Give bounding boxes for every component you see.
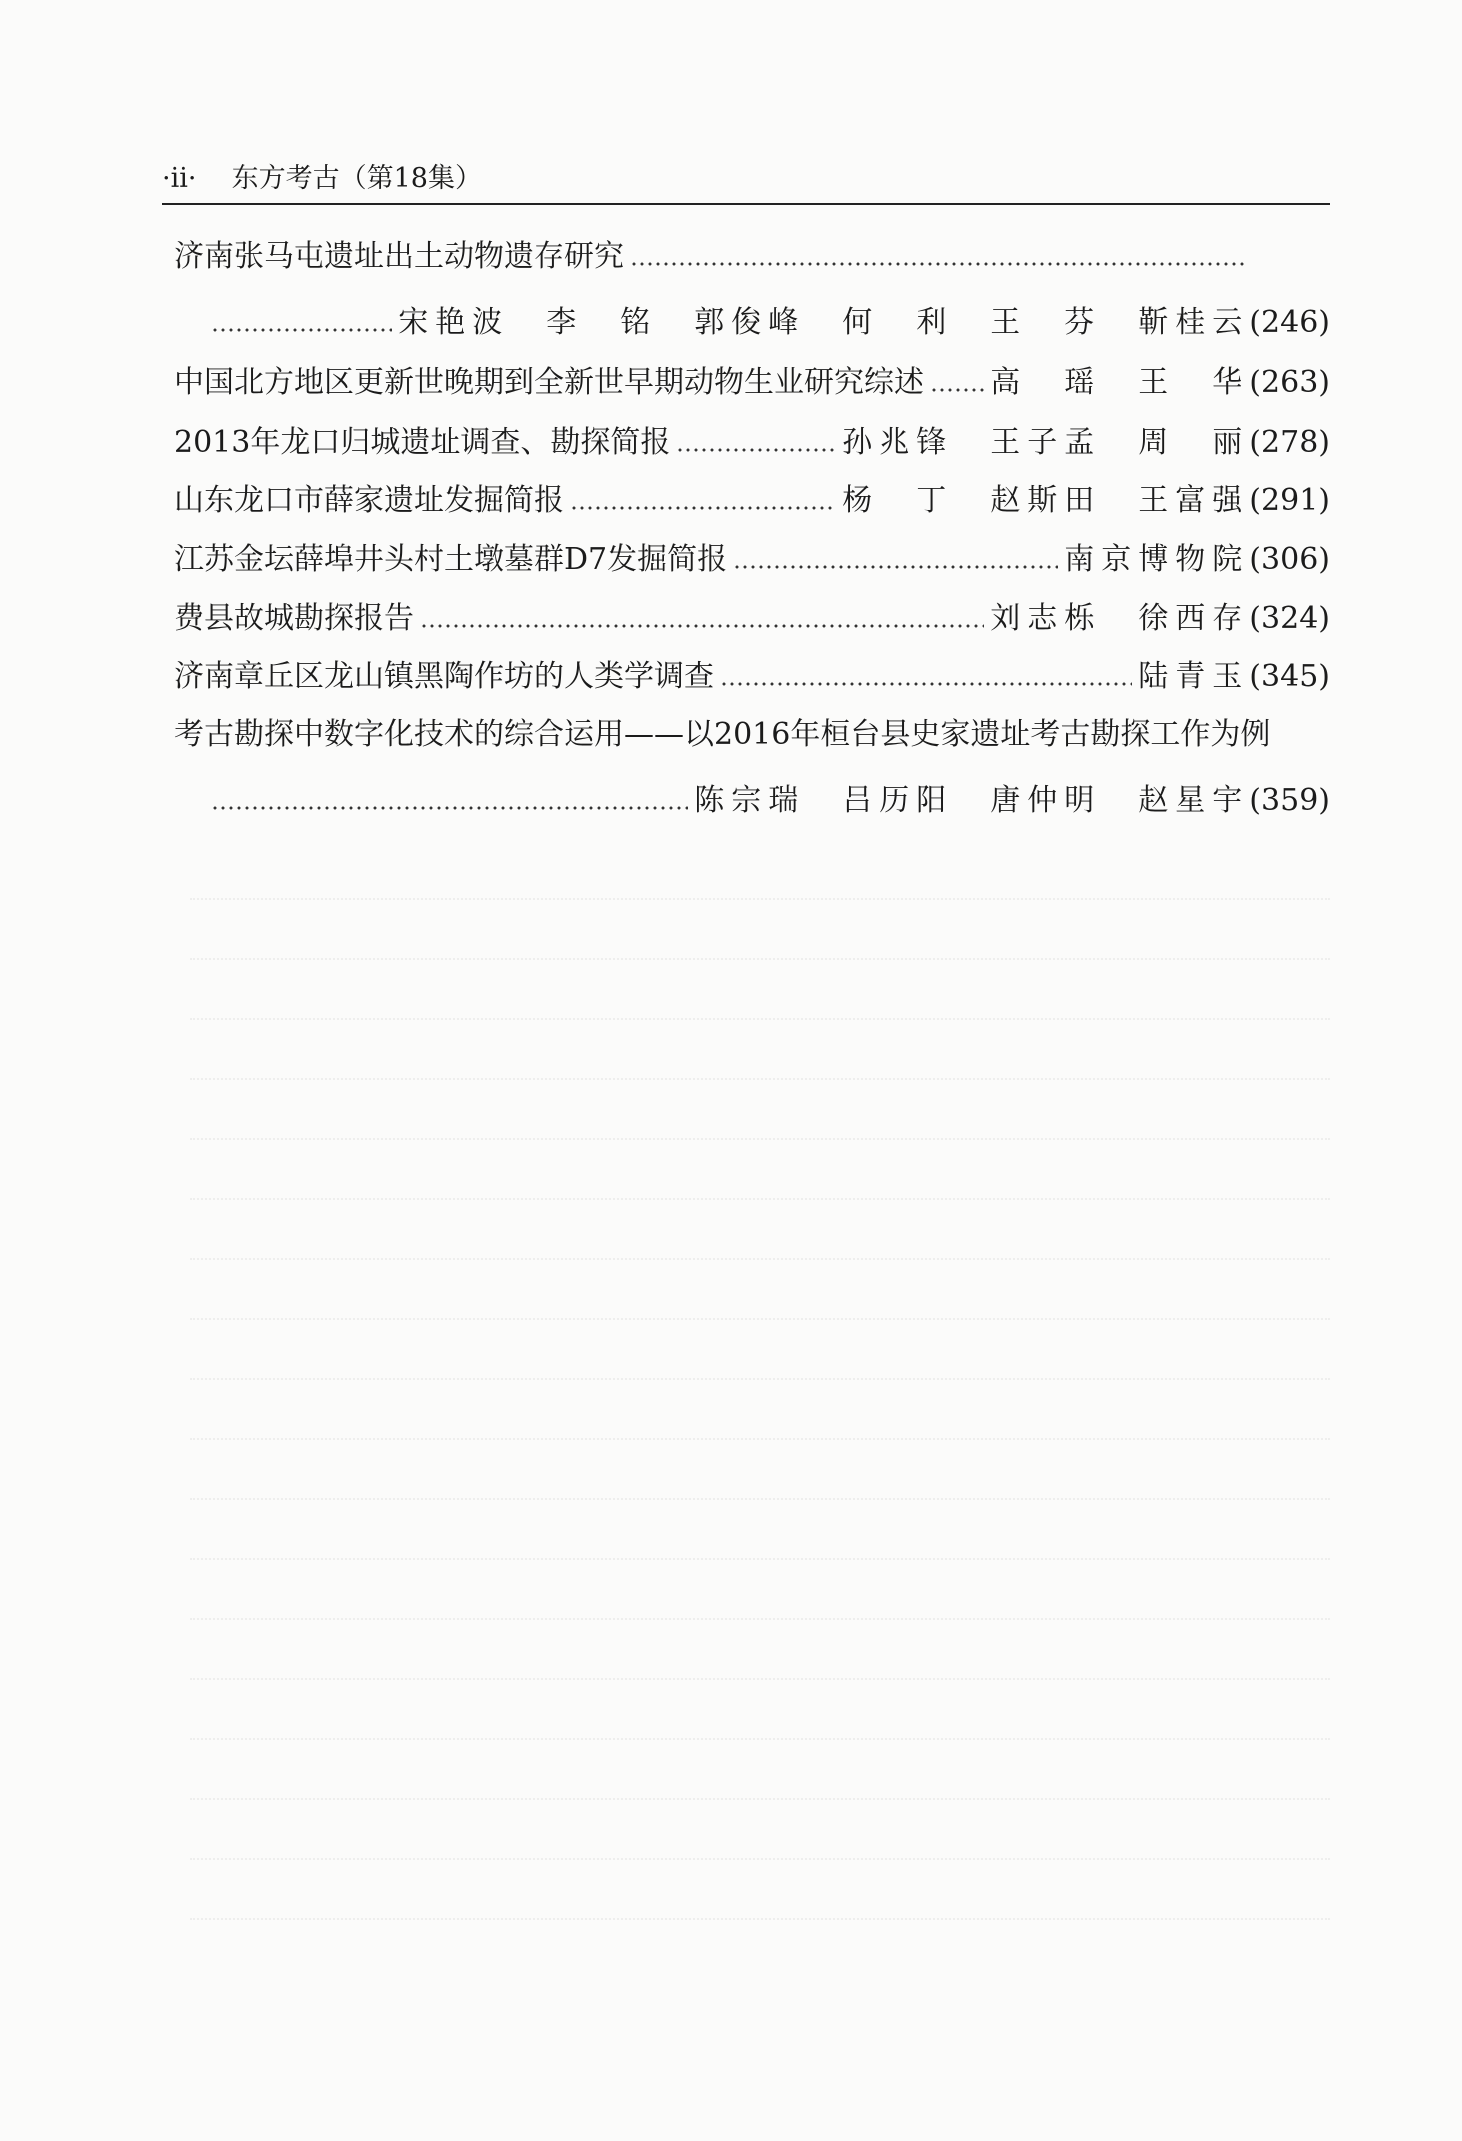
dot-leader	[211, 805, 688, 811]
toc-entry	[174, 535, 1330, 585]
toc-entry-title: 山东龙口市薛家遗址发掘简报	[174, 483, 564, 518]
toc-entry-page: ( 306 )	[1249, 535, 1330, 585]
toc-entry-authors: 宋艳波 李 铭 郭俊峰 何 利 王 芬 靳桂云	[398, 305, 1250, 340]
toc-entry-page: ( 345 )	[1249, 652, 1330, 702]
toc-entry	[205, 776, 1330, 826]
toc-entry	[174, 418, 1330, 468]
dot-leader	[676, 447, 836, 453]
toc-entry	[174, 476, 1330, 526]
toc-entry-title-line	[174, 710, 1330, 760]
toc-entry-authors: 陆青玉	[1138, 659, 1250, 694]
toc-entry-title: 考古勘探中数字化技术的综合运用——以2016年桓台县史家遗址考古勘探工作为例	[174, 717, 1271, 752]
toc-entry	[205, 298, 1330, 348]
toc-entry-page: ( 278 )	[1249, 418, 1330, 468]
dot-leader	[930, 387, 984, 393]
dot-leader	[733, 564, 1058, 570]
toc-entry	[174, 594, 1330, 644]
toc-entry	[174, 358, 1330, 408]
toc-entry-authors: 高 瑶 王 华	[990, 365, 1250, 400]
toc-entry-page: ( 359 )	[1249, 776, 1330, 826]
dot-leader	[630, 261, 1248, 267]
toc-entry-title: 费县故城勘探报告	[174, 601, 414, 636]
toc-entry-page: ( 263 )	[1249, 358, 1330, 408]
toc-entry-title: 江苏金坛薛埠井头村土墩墓群D7发掘简报	[174, 542, 728, 577]
dot-leader	[211, 327, 392, 333]
toc-entry-page: ( 324 )	[1249, 594, 1330, 644]
toc-entry	[174, 652, 1330, 702]
toc-entry-title: 中国北方地区更新世晚期到全新世早期动物生业研究综述	[174, 365, 924, 400]
page-label: ·ii·	[162, 163, 197, 194]
toc-entry-authors: 陈宗瑞 吕历阳 唐仲明 赵星宇	[694, 783, 1250, 818]
dot-leader	[570, 505, 836, 511]
toc-entry-page: ( 291 )	[1249, 476, 1330, 526]
toc-entry-authors: 南京博物院	[1064, 542, 1250, 577]
toc-entry-authors: 孙兆锋 王子孟 周 丽	[842, 425, 1250, 460]
toc-entry-title: 2013年龙口归城遗址调查、勘探简报	[174, 425, 671, 460]
book-title: 东方考古（第18集）	[231, 163, 482, 194]
dot-leader	[720, 681, 1132, 687]
toc-entry-page: ( 246 )	[1249, 298, 1330, 348]
toc-entry-authors: 杨 丁 赵斯田 王富强	[842, 483, 1250, 518]
toc-entry-title: 济南张马屯遗址出土动物遗存研究	[174, 239, 624, 274]
toc-entry-title-line	[174, 232, 1254, 282]
toc-entry-authors: 刘志栎 徐西存	[990, 601, 1250, 636]
dot-leader	[420, 623, 984, 629]
toc-entry-title: 济南章丘区龙山镇黑陶作坊的人类学调查	[174, 659, 714, 694]
